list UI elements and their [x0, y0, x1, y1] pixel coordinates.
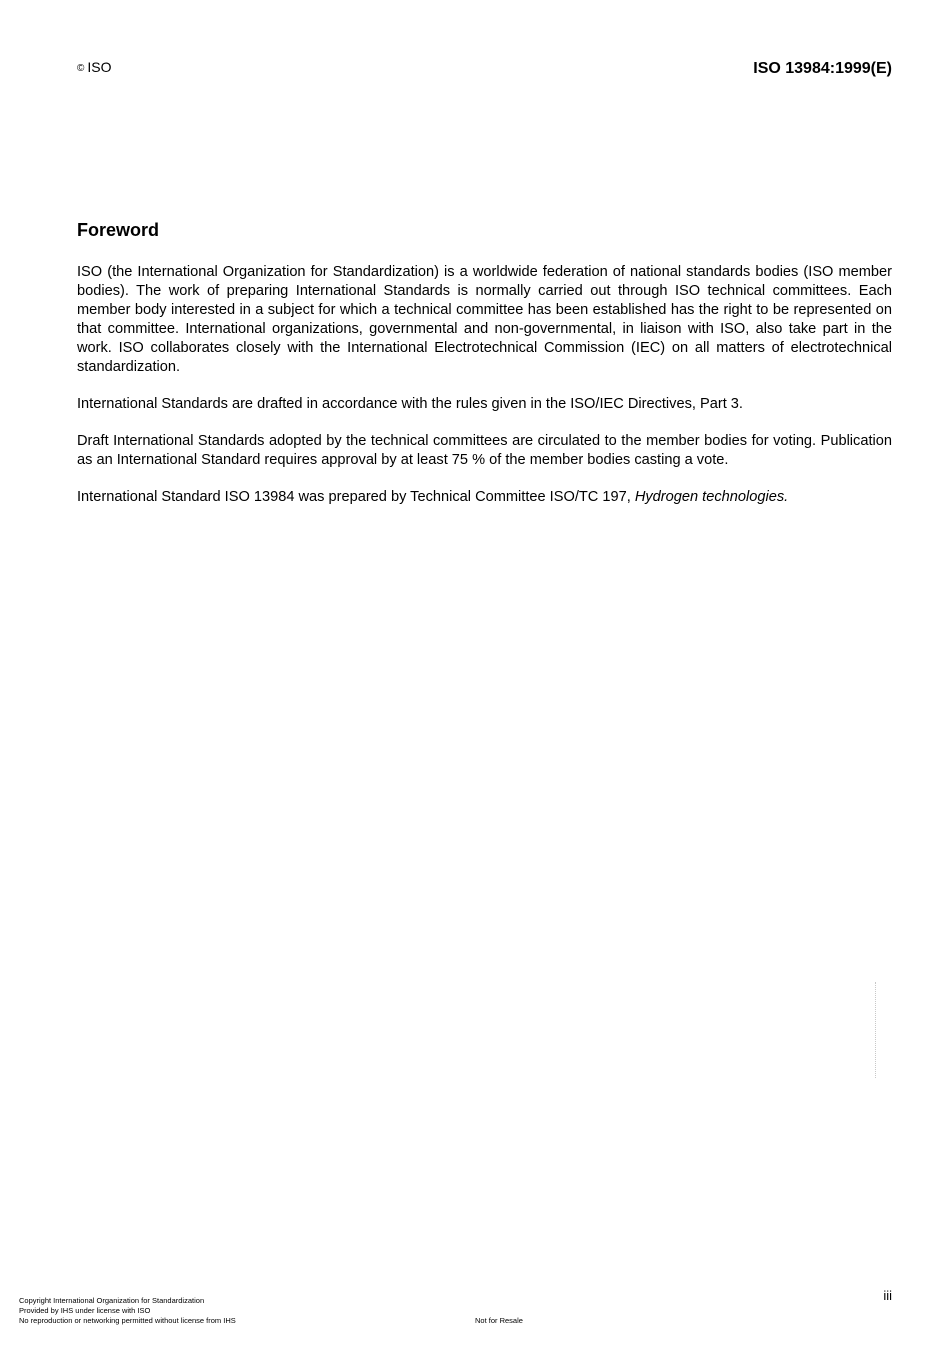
section-heading: Foreword — [77, 220, 160, 240]
footer-line-1: Copyright International Organization for Standardization — [19, 1296, 205, 1305]
margin-dotted-line — [875, 982, 876, 1078]
foreword-body — [77, 263, 892, 525]
footer-copyright — [19, 1296, 236, 1326]
publisher-name: ISO — [87, 59, 112, 75]
document-id: ISO 13984:1999(E) — [753, 60, 892, 77]
paragraph-voting: Draft International Standards adopted by the technical committees are circulated to the member bodies for voting. Publication as an International Standard requires approval by at least 75 % of the member bodies casting a vote. — [77, 433, 892, 468]
header-publisher — [77, 59, 112, 75]
paragraph-directives: International Standards are drafted in accordance with the rules given in the ISO/IEC Directives, Part 3. — [77, 396, 743, 412]
paragraph-committee — [77, 488, 892, 507]
footer-line-3: No reproduction or networking permitted without license from IHS — [19, 1316, 236, 1325]
page-number: iii — [883, 1288, 892, 1303]
footer-line-2: Provided by IHS under license with ISO — [19, 1306, 151, 1315]
paragraph-iso-intro: ISO (the International Organization for Standardization) is a worldwide federation of national standards bodies (ISO member bodies). The work of preparing International Standards is normally carried out through ISO technical committees. Each member body interested in a subject for which a technical committee has been established has the right to be represented on that committee. International organizations, governmental and non-governmental, in liaison with ISO, also take part in the work. ISO collaborates closely with the International Electrotechnical Commission (IEC) on all matters of electrotechnical standardization. — [77, 264, 892, 375]
committee-text: International Standard ISO 13984 was prepared by Technical Committee ISO/TC 197, — [77, 489, 635, 505]
footer-not-for-resale: Not for Resale — [475, 1316, 523, 1325]
committee-title: Hydrogen technologies. — [634, 489, 789, 505]
copyright-symbol: © — [77, 63, 85, 74]
